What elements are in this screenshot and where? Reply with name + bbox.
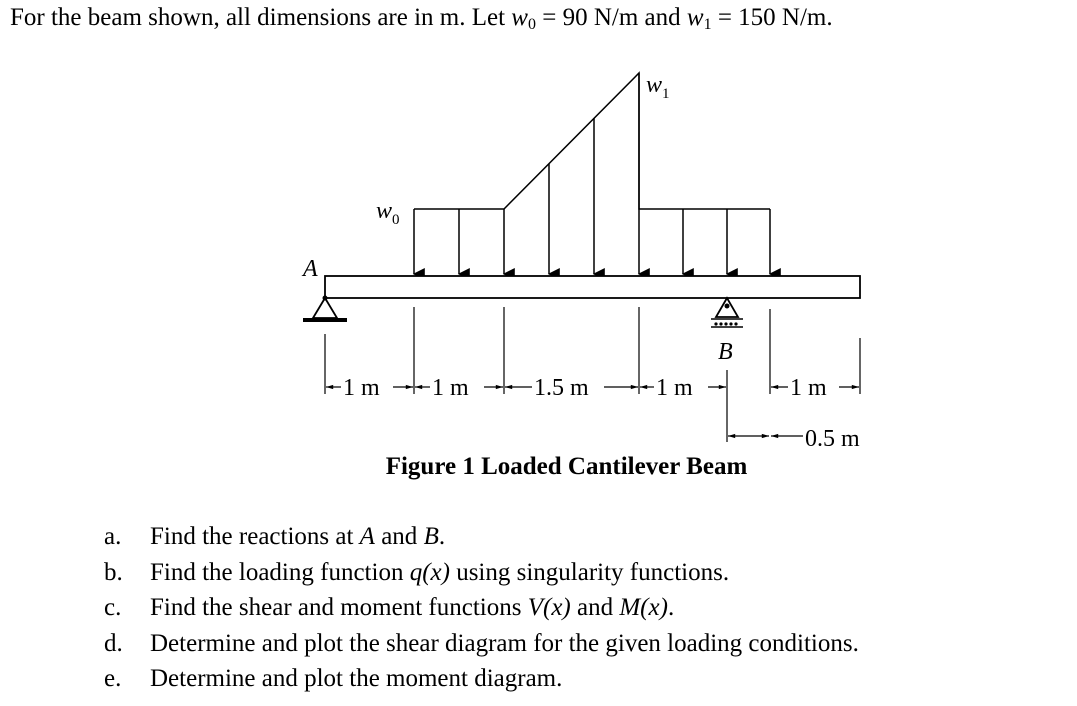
w1-symbol: w <box>686 4 704 31</box>
w0-symbol: w <box>511 4 528 31</box>
question-list <box>104 519 859 697</box>
load-profile-outline <box>414 73 770 209</box>
question-item: b. Find the loading function q(x) using singularity functions. <box>104 558 730 586</box>
dim-label: 1.5 m <box>534 375 589 401</box>
dim-label: 1 m <box>790 375 827 401</box>
dim-label: 1 m <box>656 375 693 401</box>
w0-subscript: 0 <box>527 16 536 33</box>
w1-label: $w_1$ <box>646 72 670 102</box>
question-item: a. Find the reactions at A and B. <box>104 523 446 550</box>
question-item: e. Determine and plot the moment diagram. <box>104 665 563 692</box>
load-arrows <box>414 73 770 274</box>
dimension-lines <box>326 387 859 436</box>
dim-label: 1 m <box>343 375 380 401</box>
dim-label: 1 m <box>432 375 469 401</box>
extension-lines <box>325 307 860 442</box>
intro-prefix: For the beam shown, all dimensions are in m. Let <box>10 4 506 31</box>
support-a-label: A <box>303 256 318 282</box>
w0-label: $w_0$ <box>376 198 400 228</box>
support-a-pin <box>303 296 347 321</box>
beam <box>325 276 860 298</box>
support-b-roller <box>711 298 743 327</box>
w1-value: = 150 N/m. <box>717 4 833 31</box>
dim-label: 0.5 m <box>805 426 860 452</box>
w1-subscript: 1 <box>703 16 712 33</box>
question-item: d. Determine and plot the shear diagram for the given loading conditions. <box>104 629 859 657</box>
w0-value: = 90 N/m and <box>542 4 681 31</box>
figure-caption: Figure 1 Loaded Cantilever Beam <box>385 453 748 480</box>
question-item: c. Find the shear and moment functions V(x) and M(x). <box>104 594 675 621</box>
support-b-label: B <box>718 339 733 365</box>
